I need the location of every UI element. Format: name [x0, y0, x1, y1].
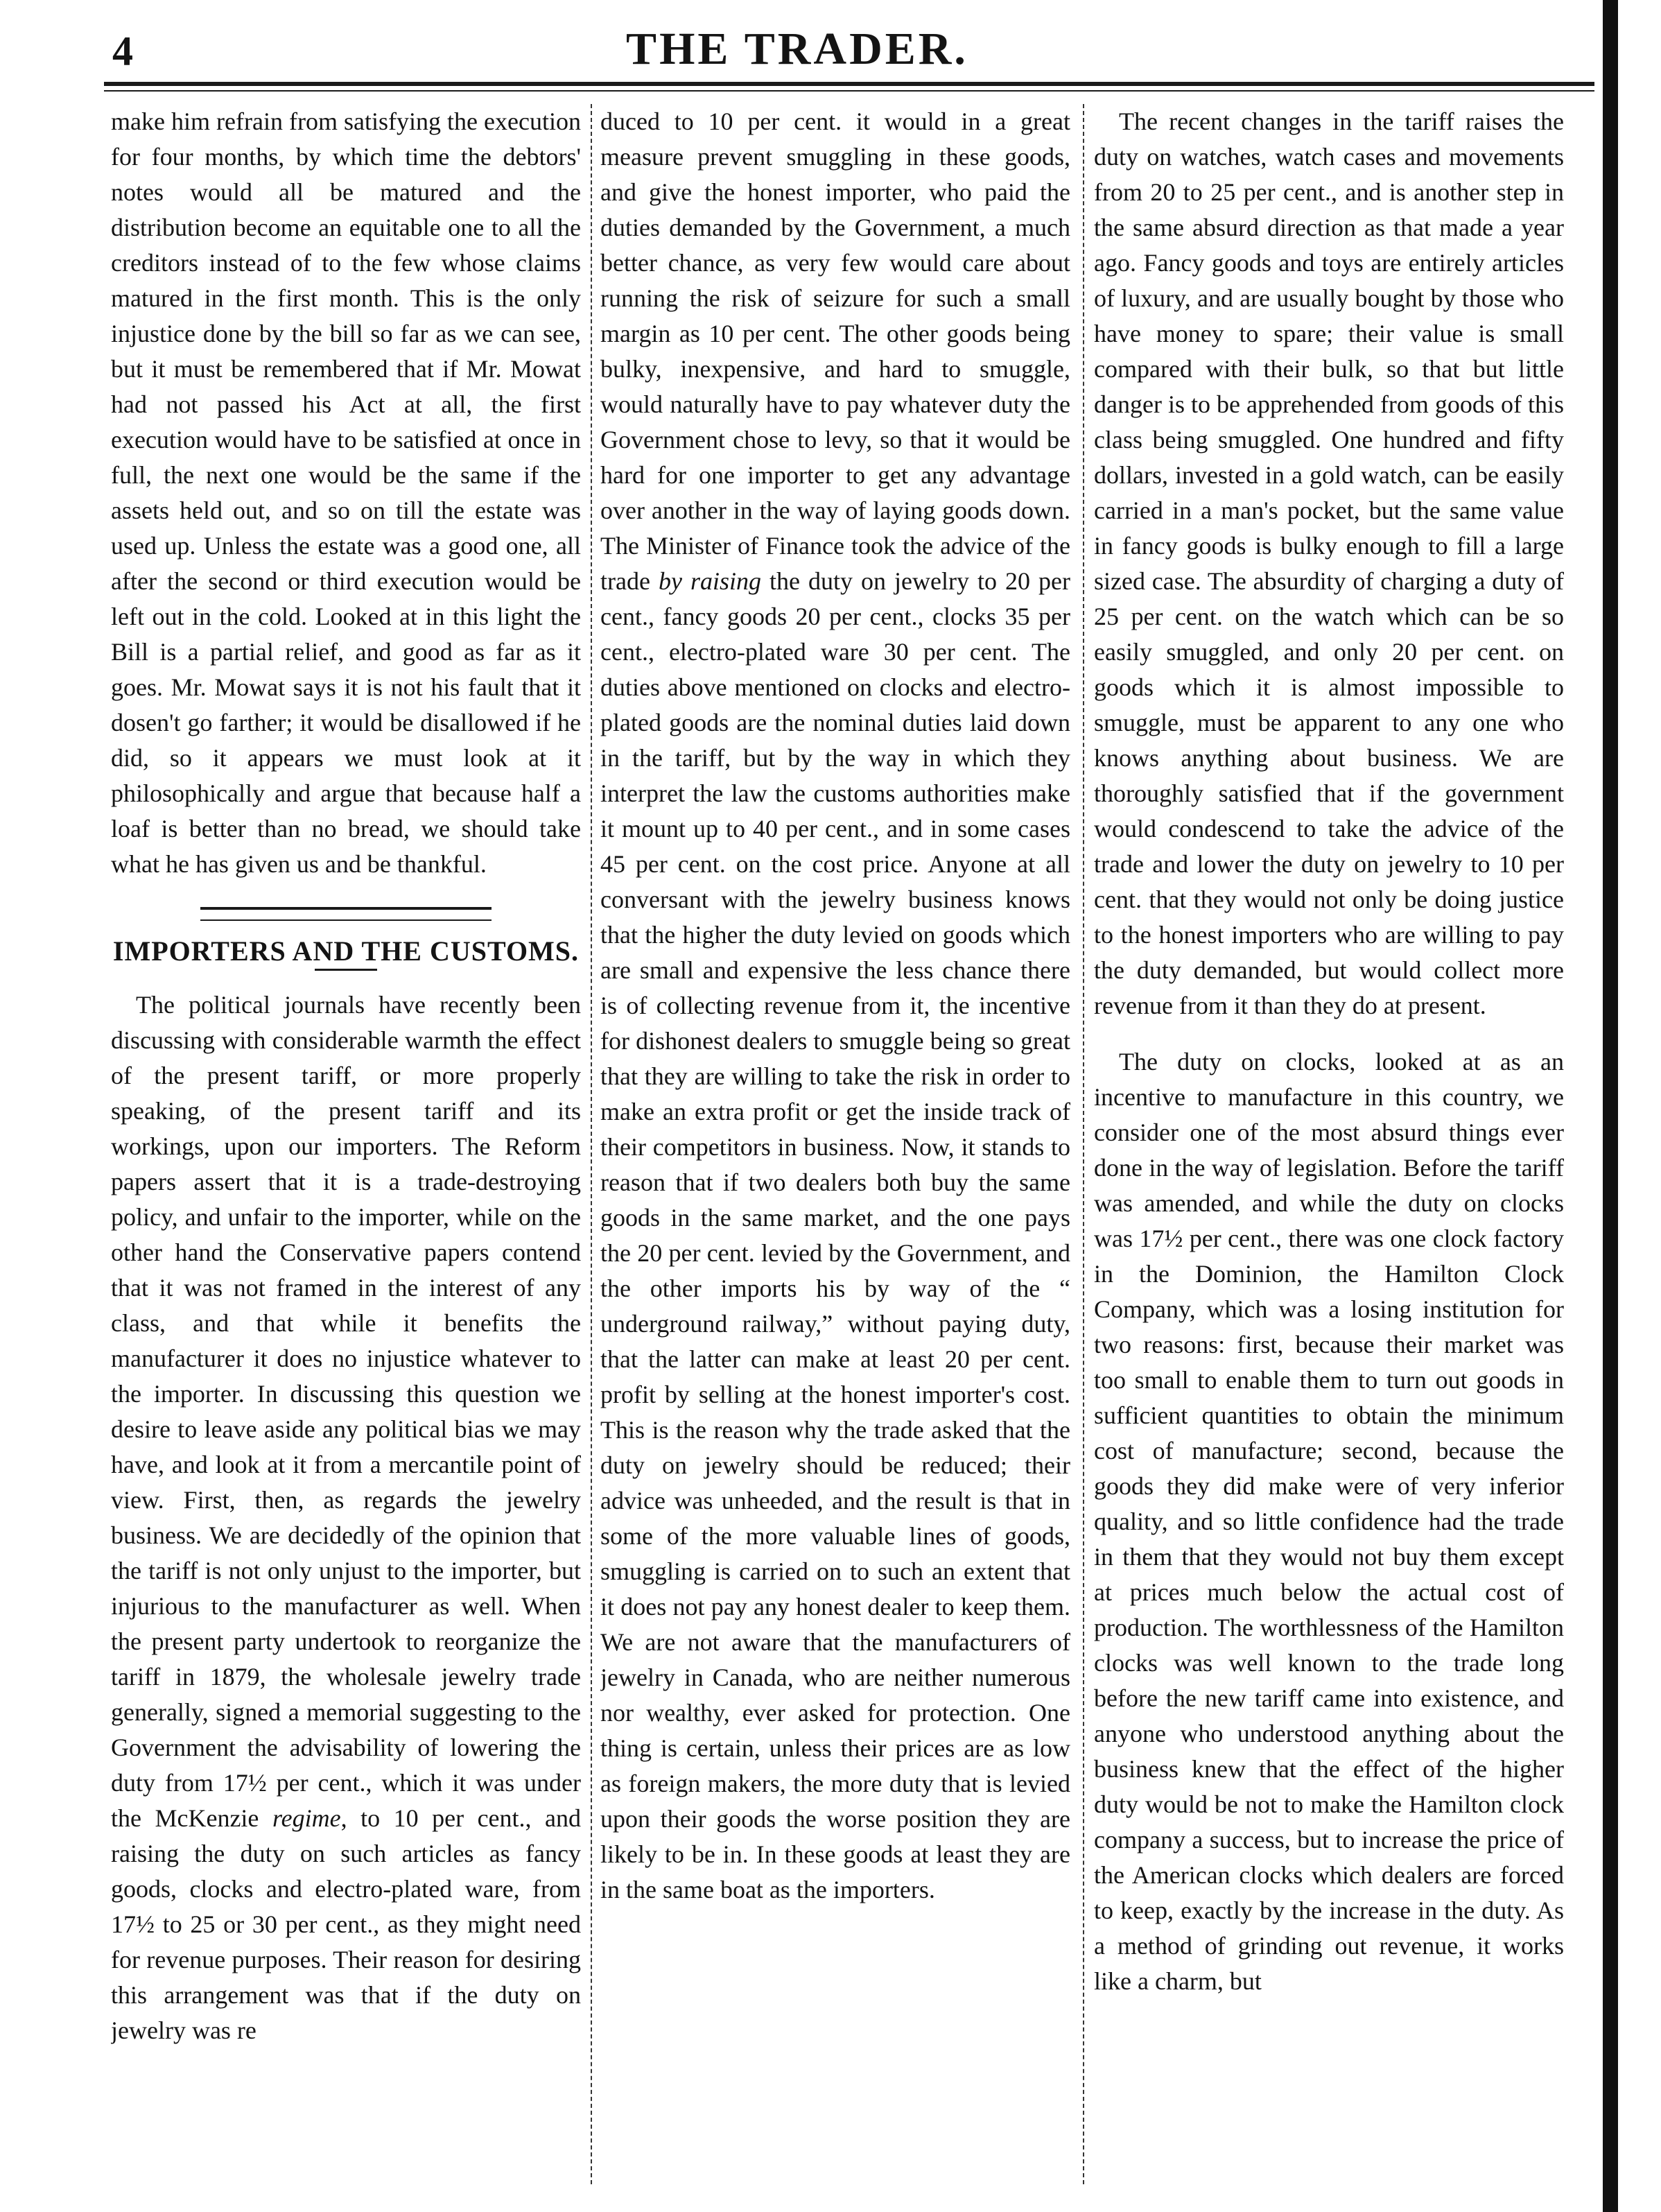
column-3 [1094, 104, 1564, 2191]
article-paragraph [600, 104, 1070, 1908]
header-rule [104, 82, 1594, 86]
section-ornament-rule [200, 907, 492, 921]
column-divider-2 [1083, 104, 1084, 2184]
article-paragraph: The duty on clocks, looked at as an incentive to manufacture in this country, we consider one of the most absurd things ever done in the way of legislation. Before the tariff was amended, and while the duty on clocks was 17½ per cent., there was one clock factory in the Dominion, the Hamilton Clock Company, which was a losing institution for two reasons: first, because their market was too small to enable them to turn out goods in sufficient quantities to obtain the minimum cost of manufacture; second, because the goods they did make were of very inferior quality, and so little confidence had the trade in them that they would not buy them except at prices much below the actual cost of production. The worthlessness of the Hamilton clocks was well known to the trade long before the new tariff came into existence, and anyone who understood anything about the business knew that the effect of the higher duty would be not to make the Hamilton clock company a success, but to increase the price of the American clocks which dealers are forced to keep, exactly by the increase in the duty. As a method of grinding out revenue, it works like a charm, but [1094, 1048, 1564, 1995]
article-heading: IMPORTERS AND THE CUSTOMS. [112, 935, 580, 967]
article-paragraph [111, 987, 581, 2048]
paragraph-text: duced to 10 per cent. it would in a great measure prevent smuggling in these goods, and give the honest importer, who paid the duties demanded by the Government, a much better chance, as very few would care about running the risk of seizure for such a small margin as 10 per cent. The other goods being bulky, inexpensive, and hard to smuggle, would naturally have to pay whatever duty the Government chose to levy, so that it would be hard for one importer to get any advantage over another in the way of laying goods down. The Minister of Finance took the advice of the trade [600, 107, 1070, 595]
paragraph-gap [1094, 1023, 1564, 1044]
heading-underline-rule [315, 969, 377, 971]
paragraph-text: The political journals have recently been discussing with considerable warmth the effect of the present tariff, or more properly speaking, of the present tariff and its workings, upon our importers. The Reform papers assert that it is a trade-destroying policy, and unfair to the importer, while on the other hand the Conservative papers contend that it was not framed in the interest of any class, and that while it benefits the manufacturer it does no injustice whatever to the importer. In discussing this question we desire to leave aside any political bias we may have, and look at it from a mercantile point of view. First, then, as regards the jewelry business. We are decidedly of the opinion that the tariff is not only unjust to the importer, but injurious to the manufacturer as well. When the present party undertook to reorganize the tariff in 1879, the wholesale jewelry trade generally, signed a memorial suggesting to the Government the advisability of lowering the duty from 17½ per cent., which it was under the McKenzie [111, 991, 581, 1832]
header-rule-thin [104, 90, 1594, 92]
column-2 [600, 104, 1070, 2191]
column-divider-1 [591, 104, 592, 2184]
page-number: 4 [112, 28, 133, 74]
masthead-title: THE TRADER. [626, 24, 968, 74]
italic-word: regime [272, 1804, 341, 1832]
article-paragraph: The recent changes in the tariff raises the duty on watches, watch cases and movements from 20 to 25 per cent., and is another step in the same absurd direction as that made a year ago. Fancy goods and toys are entirely articles of luxury, and are usually bought by those who have money to spare; their value is small compared with their bulk, so that but little danger is to be apprehended from goods of this class being smuggled. One hundred and fifty dollars, invested in a gold watch, can be easily carried in a man's pocket, but the same value in fancy goods is bulky enough to fill a large sized case. The absurdity of charging a duty of 25 per cent. on the watch which can be so easily smuggled, and only 20 per cent. on goods which it is almost impossible to smuggle, must be apparent to any one who knows anything about business. We are thoroughly satisfied that if the government would condescend to take the advice of the trade and lower the duty on jewelry to 10 per cent. that they would not only be doing justice to the honest importers who are willing to pay the duty demanded, but would collect more revenue from it than they do at present. [1094, 107, 1564, 1019]
paragraph-text-tail: the duty on jewelry to 20 per cent., fancy goods 20 per cent., clocks 35 per cent., electro-plated ware 30 per cent. The duties above mentioned on clocks and electro-plated goods are the nominal duties laid down in the tariff, but by the way in which they interpret the law the customs authorities make it mount up to 40 per cent., and in some cases 45 per cent. on the cost price. Anyone at all conversant with the jewelry business knows that the higher the duty levied on goods which are small and expensive the less chance there is of collecting revenue from it, the incentive for dishonest dealers to smuggle being so great that they are willing to take the risk in order to make an extra profit or get the inside track of their competitors in business. Now, it stands to reason that if two dealers both buy the same goods in the same market, and the one pays the 20 per cent. levied by the Government, and the other imports his by way of the “ underground railway,” without paying duty, that the latter can make at least 20 per cent. profit by selling at the honest importer's cost. This is the reason why the trade asked that the duty on jewelry should be reduced; their advice was unheeded, and the result is that in some of the more valuable lines of goods, smuggling is carried on to such an extent that it does not pay any honest dealer to keep them. We are not aware that the manufacturers of jewelry in Canada, who are neither numerous nor wealthy, ever asked for protection. One thing is certain, unless their prices are as low as foreign makers, the more duty that is levied upon their goods the worse position they are likely to be in. In these goods at least they are in the same boat as the importers. [600, 567, 1070, 1903]
italic-phrase: by raising [658, 567, 761, 595]
paragraph-text-tail: , to 10 per cent., and raising the duty on such articles as fancy goods, clocks and electro-plated ware, from 17½ to 25 or 30 per cent., as they might need for revenue purposes. Their reason for desiring this arrangement was that if the duty on jewelry was re [111, 1804, 581, 2044]
page-edge-shadow [1603, 0, 1618, 2212]
article-continuation-paragraph: make him refrain from satisfying the execution for four months, by which time the debtors' notes would all be matured and the distribution become an equitable one to all the creditors instead of to the few whose claims matured in the first month. This is the only injustice done by the bill so far as we can see, but it must be remembered that if Mr. Mowat had not passed his Act at all, the first execution would have to be satisfied at once in full, the next one would be the same if the assets held out, and so on till the estate was used up. Unless the estate was a good one, all after the second or third execution would be left out in the cold. Looked at in this light the Bill is a partial relief, and good as far as it goes. Mr. Mowat says it is not his fault that it dosen't go farther; it would be disallowed if he did, so it appears we must look at it philosophically and argue that because half a loaf is better than no bread, we should take what he has given us and be thankful. [111, 107, 581, 878]
column-1 [111, 104, 581, 2191]
